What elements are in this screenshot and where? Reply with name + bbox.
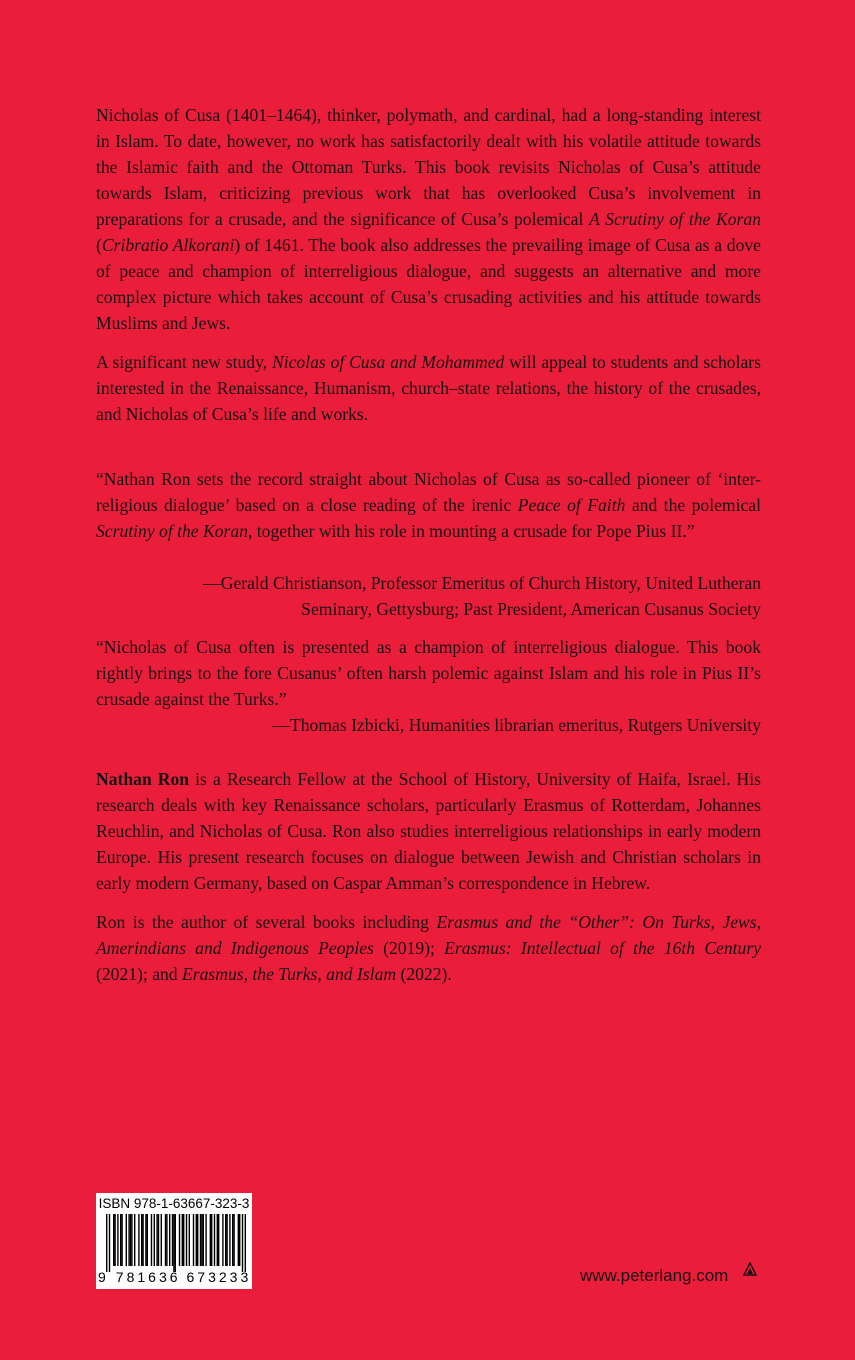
barcode-bar (142, 1214, 143, 1266)
endorsement-quote: “Nathan Ron sets the record straight about Nicholas of Cusa as so-called pioneer of ‘inter-religious dialogue’ based on a close reading of the irenic Peace of Faith and the polemical Scrutiny of the Koran, together with his role in mounting a crusade for Pope Pius II.” (96, 469, 761, 541)
barcode-bar (245, 1214, 246, 1272)
publisher-website[interactable]: www.peterlang.com (580, 1266, 729, 1285)
barcode-bar (165, 1214, 166, 1266)
barcode-bar (203, 1214, 204, 1266)
barcode-bar (239, 1214, 240, 1266)
barcode-bar (189, 1214, 190, 1266)
barcode-bar (197, 1214, 198, 1266)
barcode-bar (169, 1214, 170, 1266)
barcode-bar (151, 1214, 152, 1266)
barcode-bar (179, 1214, 180, 1266)
barcode-bar (175, 1214, 176, 1272)
barcode-bar (183, 1214, 184, 1266)
barcode-bar (193, 1214, 194, 1266)
ean-digits: 9 781636 673233 (98, 1269, 252, 1285)
barcode-bar (222, 1214, 223, 1266)
barcode-bar (225, 1214, 226, 1266)
barcode-bar (147, 1214, 148, 1266)
barcode-bar (156, 1214, 157, 1266)
book-description (96, 102, 761, 427)
barcode-bar (161, 1214, 162, 1266)
barcode-bar (218, 1214, 219, 1266)
barcode-bars (106, 1214, 246, 1272)
endorsement-1 (96, 466, 761, 544)
barcode-bar (166, 1214, 167, 1266)
barcode-bar (214, 1214, 215, 1266)
barcode-bar (186, 1214, 187, 1266)
barcode-bar (109, 1214, 110, 1272)
barcode-bar (182, 1214, 183, 1266)
endorsement-1-attribution: —Gerald Christianson, Professor Emeritus of Church History, United Lutheran Seminary, Gettysburg; Past President, American Cusanus Society (203, 573, 761, 619)
barcode-bar (205, 1214, 206, 1266)
barcode-bar (233, 1214, 234, 1266)
author-name: Nathan Ron (96, 769, 190, 789)
barcode-bar (232, 1214, 233, 1266)
author-bio (96, 766, 761, 987)
endorsement-2-attribution: —Thomas Izbicki, Humanities librarian emeritus, Rutgers University (272, 715, 761, 735)
barcode-bar (226, 1214, 227, 1266)
barcode-bar (121, 1214, 122, 1266)
barcode-bar (211, 1214, 212, 1266)
endorsement-2 (96, 634, 761, 712)
barcode-bar (172, 1214, 173, 1266)
barcode-bar (145, 1214, 146, 1266)
barcode-bar (138, 1214, 139, 1266)
barcode-bar (158, 1214, 159, 1266)
description-paragraph-2: A significant new study, Nicolas of Cusa and Mohammed will appeal to students and scholars interested in the Renaissance, Humanism, church–state relations, the history of the crusades, and Nicholas of Cusa’s life and works. (96, 352, 761, 424)
barcode-bar (210, 1214, 211, 1266)
barcode-bar (114, 1214, 115, 1266)
barcode-bar (128, 1214, 129, 1266)
author-bio-paragraph: Nathan Ron is a Research Fellow at the School of History, University of Haifa, Israel. His research deals with key Renaissance scholars, particularly Erasmus of Rotterdam, Johannes Reuchlin, and Nicholas of Cusa. Ron also studies interreligious relationships in early modern Europe. His present research focuses on dialogue between Jewish and Christian scholars in early modern Germany, based on Caspar Amman’s correspondence in Hebrew. (96, 769, 761, 893)
barcode-bar (196, 1214, 197, 1266)
barcode-bar (126, 1214, 127, 1266)
barcode-bar (117, 1214, 118, 1266)
description-paragraph-1: Nicholas of Cusa (1401–1464), thinker, polymath, and cardinal, had a long-standing interest in Islam. To date, however, no work has satisfactorily dealt with his volatile attitude towards the Islamic faith and the Ottoman Turks. This book revisits Nicholas of Cusa’s attitude towards Islam, criticizing previous work that has overlooked Cusa’s involvement in preparations for a crusade, and the significance of Cusa’s polemical A Scrutiny of the Koran (Cribratio Alkorani) of 1461. The book also addresses the prevailing image of Cusa as a dove of peace and champion of interreligious dialogue, and suggests an alternative and more complex picture which takes account of Cusa’s crusading activities and his attitude towards Muslims and Jews. (96, 105, 761, 333)
barcode-bar (201, 1214, 202, 1266)
barcode-bar (130, 1214, 131, 1266)
author-books-paragraph: Ron is the author of several books including Erasmus and the “Other”: On Turks, Jews, Amerindians and Indigenous Peoples (2019); Erasmus: Intellectual of the 16th Century (2021); and Erasmus, the Turks, and Islam (2022). (96, 912, 762, 984)
isbn-label: ISBN 978-1-63667-323-3 (98, 1196, 250, 1211)
barcode-bar (200, 1214, 201, 1266)
barcode-bar (120, 1214, 121, 1266)
barcode-bar (134, 1214, 135, 1266)
barcode-bar (131, 1214, 132, 1266)
barcode-bar (238, 1214, 239, 1266)
endorsement-quote: “Nicholas of Cusa often is presented as a champion of interreligious dialogue. This book rightly brings to the fore Cusanus’ often harsh polemic against Islam and his role in Pius II’s crusade against the Turks.” (96, 637, 761, 709)
barcode-bar (229, 1214, 230, 1266)
barcode-bar (217, 1214, 218, 1266)
barcode-bar (113, 1214, 114, 1266)
isbn-barcode (96, 1193, 252, 1289)
peter-lang-logo-icon (743, 1262, 757, 1276)
barcode-bar (106, 1214, 107, 1272)
barcode-bar (242, 1214, 243, 1272)
barcode-bar (173, 1214, 174, 1272)
barcode-bar (154, 1214, 155, 1266)
barcode-bar (141, 1214, 142, 1266)
